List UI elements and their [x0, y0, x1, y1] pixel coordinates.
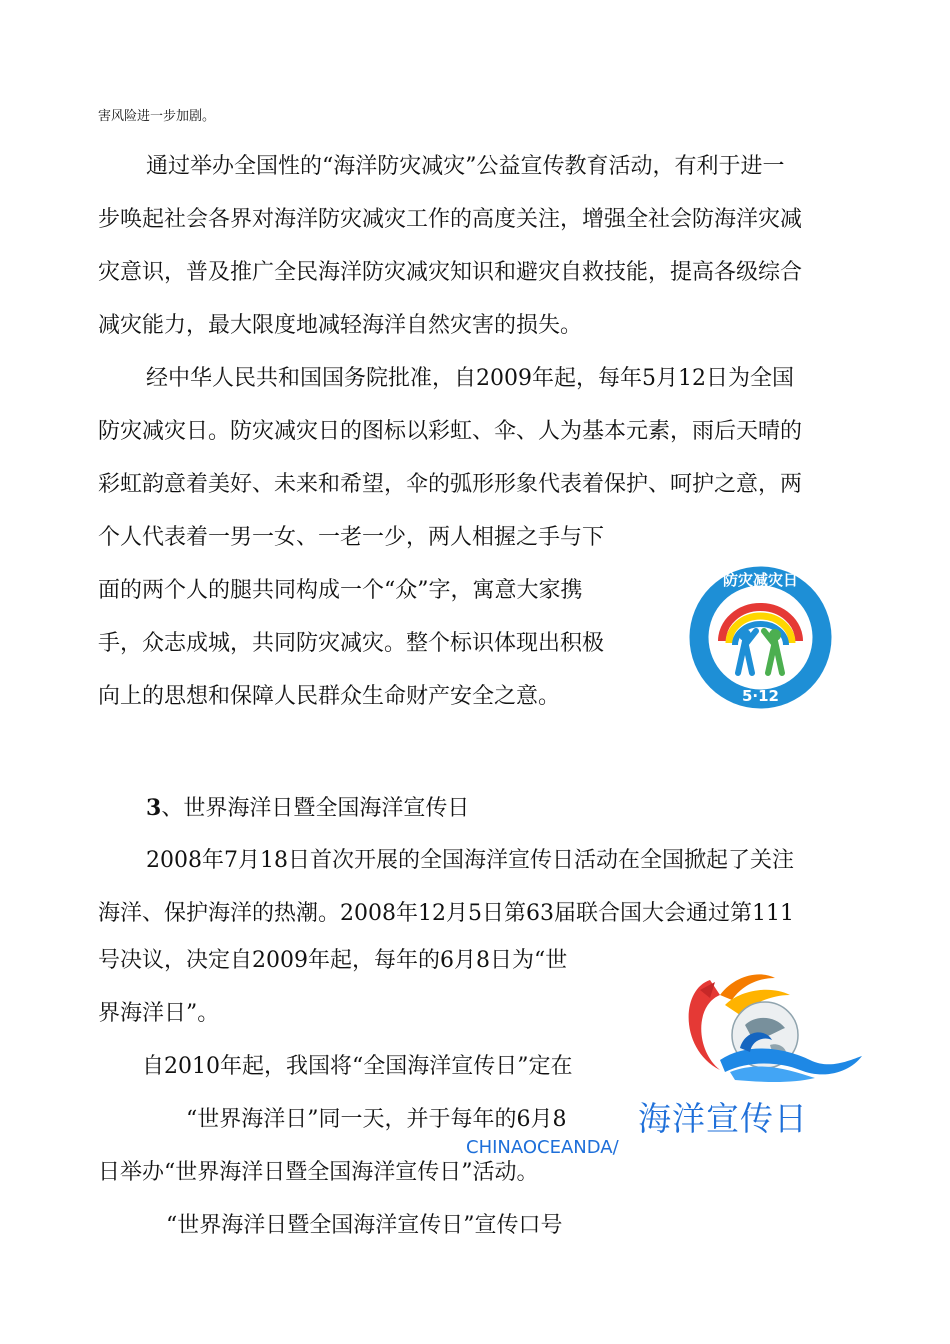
disaster-logo-icon	[688, 565, 833, 710]
para-line: 灾意识，普及推广全民海洋防灾减灾知识和避灾自救技能，提高各级综合	[98, 260, 803, 285]
para-line: 2008年7月18日首次开展的全国海洋宣传日活动在全国掀起了关注	[146, 848, 794, 873]
para-line: 面的两个人的腿共同构成一个“众”字，寓意大家携	[98, 578, 583, 603]
para-line: 彩虹韵意着美好、未来和希望，伞的弧形形象代表着保护、呵护之意，两	[98, 472, 803, 497]
ocean-logo-title: 海洋宣传日	[638, 1099, 808, 1138]
para-line: “世界海洋日暨全国海洋宣传日”宣传口号	[166, 1213, 563, 1238]
para-line: 手，众志成城，共同防灾减灾。整个标识体现出积极	[98, 631, 605, 656]
ocean-day-logo	[640, 960, 870, 1140]
para-line: “世界海洋日”同一天，并于每年的6月8	[186, 1107, 567, 1132]
logo-ring-text: 防灾减灾日	[722, 571, 799, 589]
para-line: 海洋、保护海洋的热潮。2008年12月5日第63届联合国大会通过第111	[98, 901, 794, 926]
para-line: 减灾能力，最大限度地减轻海洋自然灾害的损失。	[98, 313, 583, 338]
para-line: 通过举办全国性的“海洋防灾减灾”公益宣传教育活动，有利于进一	[146, 154, 785, 179]
para-line: 向上的思想和保障人民群众生命财产安全之意。	[98, 684, 561, 709]
ocean-logo-subtitle: CHINAOCEANDA/	[466, 1137, 619, 1158]
section-number: 3	[146, 795, 162, 821]
text-fragment: 害风险进一步加剧。	[98, 109, 216, 124]
para-line: 经中华人民共和国国务院批准，自2009年起，每年5月12日为全国	[146, 366, 794, 391]
section-heading	[146, 793, 469, 824]
ocean-logo-icon	[640, 960, 870, 1090]
para-line: 号决议，决定自2009年起，每年的6月8日为“世	[98, 948, 568, 973]
para-line: 个人代表着一男一女、一老一少，两人相握之手与下	[98, 525, 605, 550]
logo-date-text: 5·12	[741, 687, 780, 705]
para-line: 防灾减灾日。防灾减灾日的图标以彩虹、伞、人为基本元素，雨后天晴的	[98, 419, 803, 444]
section-title: 、世界海洋日暨全国海洋宣传日	[161, 796, 470, 821]
disaster-prevention-day-logo	[688, 565, 833, 710]
para-line: 自2010年起，我国将“全国海洋宣传日”定在	[142, 1054, 573, 1079]
para-line: 日举办“世界海洋日暨全国海洋宣传日”活动。	[98, 1160, 539, 1185]
para-line: 界海洋日”。	[98, 1001, 220, 1026]
para-line: 步唤起社会各界对海洋防灾减灾工作的高度关注，增强全社会防海洋灾减	[98, 207, 803, 232]
